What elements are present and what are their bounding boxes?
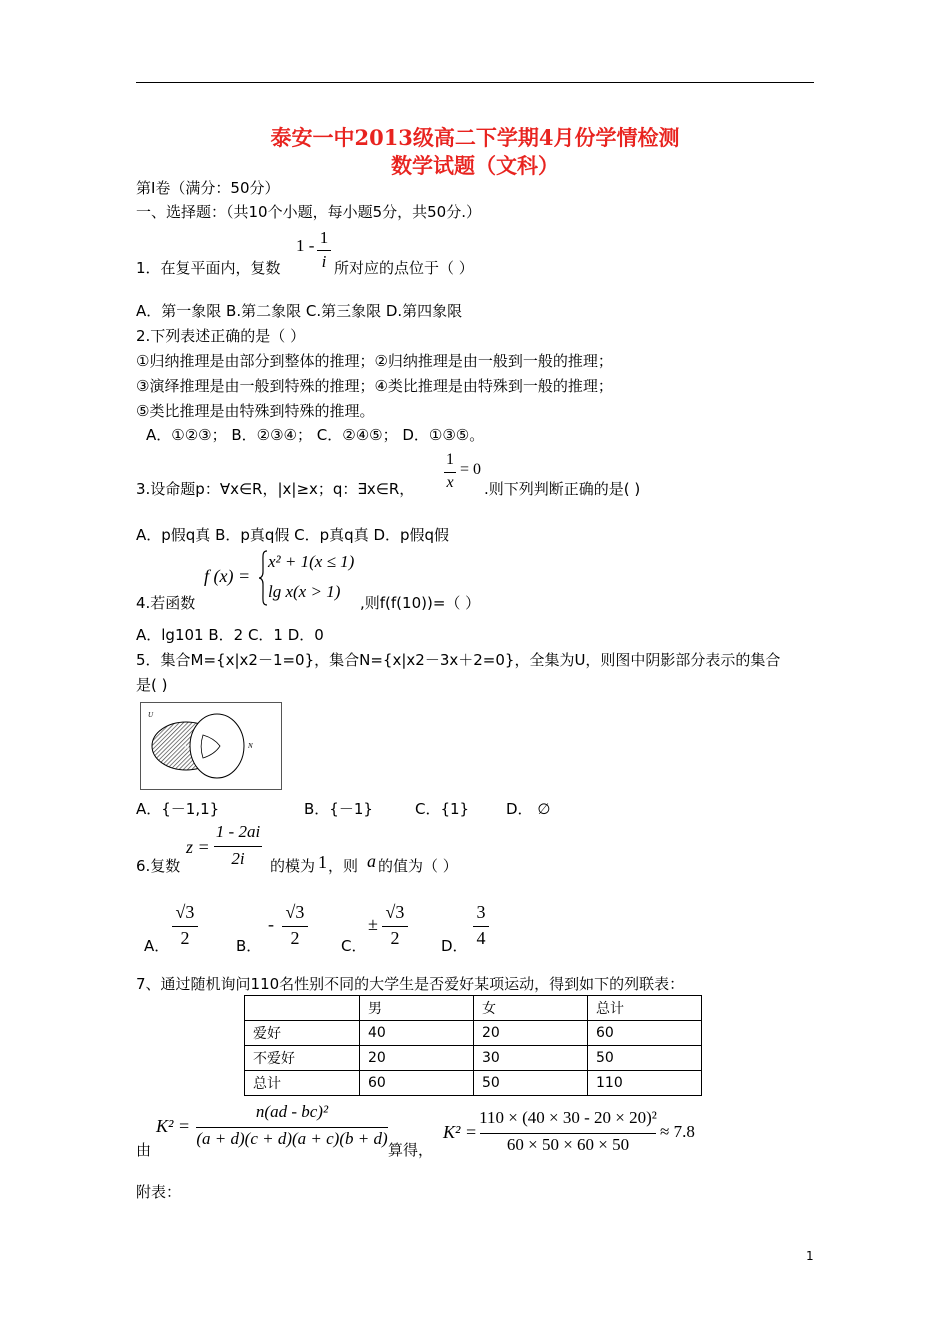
q7-formula-bar — [196, 1127, 388, 1128]
table-header-row — [245, 996, 702, 1021]
table-cell: 50 — [588, 1046, 702, 1071]
table-cell: 50 — [474, 1071, 588, 1096]
q4-options: A．lg101 B．2 C．1 D．0 — [136, 626, 324, 644]
q7-calc-numerator: 110 × (40 × 30 - 20 × 20)² — [479, 1108, 657, 1127]
contingency-table — [244, 995, 702, 1096]
q6-numerator: 1 - 2ai — [215, 822, 261, 841]
q7-k2-value-lhs: K² = — [443, 1122, 478, 1142]
q6-denominator: 2i — [231, 849, 245, 868]
q6-option-b-bar — [282, 926, 308, 927]
q7-stem: 7、通过随机询问110名性别不同的大学生是否爱好某项运动，得到如下的列联表： — [136, 975, 685, 993]
q1-suffix: 所对应的点位于（ ） — [334, 259, 474, 277]
q1-denominator: i — [321, 252, 327, 271]
q7-calc-bar — [480, 1133, 656, 1134]
volume-heading: 第Ⅰ卷（满分：50分） — [136, 179, 280, 197]
q3-numerator: 1 — [446, 451, 454, 468]
q5-option-d: D． ∅ — [506, 800, 551, 818]
part-heading: 一、选择题：（共10个小题，每小题5分，共50分.） — [136, 203, 481, 221]
exam-subtitle: 数学试题（文科） — [391, 153, 559, 178]
venn-set-n — [190, 714, 244, 778]
q6-option-a-den: 2 — [180, 928, 190, 948]
q3-fraction-bar — [444, 472, 456, 473]
q1-numerator: 1 — [319, 228, 329, 247]
exam-title: 泰安一中2013级高二下学期4月份学情检测 — [270, 125, 680, 150]
q2-options: A．①②③； B．②③④； C．②④⑤； D．①③⑤。 — [146, 426, 485, 444]
q2-stem: 2.下列表述正确的是（ ） — [136, 327, 306, 345]
q6-option-d-num: 3 — [476, 902, 486, 922]
q6-option-a-label: A． — [144, 937, 170, 955]
q6-option-d-bar — [473, 926, 489, 927]
table-cell: 爱好 — [245, 1021, 360, 1046]
q7-calc-denominator: 60 × 50 × 60 × 50 — [506, 1135, 630, 1154]
q5-option-b: B．{－1} — [304, 800, 373, 818]
q6-option-b-label: B． — [236, 937, 262, 955]
q6-option-b-den: 2 — [290, 928, 300, 948]
q6-one: 1 — [318, 852, 327, 872]
q4-suffix: ,则f(f(10))=（ ） — [360, 594, 481, 612]
q6-option-a-num: √3 — [175, 902, 195, 922]
q3-equals-zero: = 0 — [460, 461, 482, 478]
table-cell: 总计 — [245, 1071, 360, 1096]
q6-option-c-label: C． — [341, 937, 367, 955]
q6-option-c-den: 2 — [390, 928, 400, 948]
header-rule — [136, 82, 814, 83]
table-cell: 110 — [588, 1071, 702, 1096]
q2-line-3: ⑤类比推理是由特殊到特殊的推理。 — [136, 402, 375, 420]
q3-options: A．p假q真 B．p真q假 C．p真q真 D．p假q假 — [136, 526, 450, 544]
q6-prefix: 6.复数 — [136, 857, 181, 875]
q7-formula-numerator: n(ad - bc)² — [255, 1102, 329, 1121]
q6-option-c-num: √3 — [385, 902, 405, 922]
q3-denominator: x — [446, 474, 454, 491]
q4-case-2: lg x(x > 1) — [268, 582, 341, 601]
q6-mid: 的模为 — [270, 857, 316, 875]
q6-option-c-bar — [382, 926, 408, 927]
table-row — [245, 1046, 702, 1071]
q6-option-c-sign: ± — [368, 914, 378, 934]
q6-suffix: 的值为（ ） — [378, 857, 458, 875]
page-number: 1 — [806, 1249, 814, 1263]
q4-prefix: 4.若函数 — [136, 594, 196, 612]
q7-calc-text: 算得， — [388, 1141, 434, 1159]
q5-line-2: 是( ) — [136, 676, 168, 694]
q6-option-d-label: D． — [441, 937, 468, 955]
q4-lhs: f (x) = — [204, 566, 251, 586]
appendix-label: 附表： — [136, 1183, 182, 1201]
q3-suffix: .则下列判断正确的是( ) — [484, 480, 641, 498]
q4-brace-icon — [258, 550, 268, 606]
q1-options: A．第一象限 B.第二象限 C.第三象限 D.第四象限 — [136, 302, 463, 320]
q5-option-a: A．{－1,1} — [136, 800, 220, 818]
q4-case-1: x² + 1(x ≤ 1) — [268, 552, 355, 571]
q6-option-a-bar — [172, 926, 198, 927]
q5-line-1: 5．集合M={x|x2－1=0}，集合N={x|x2－3x＋2=0}，全集为U，则图中阴影部分表示的集合 — [136, 651, 781, 669]
q6-variable-a: a — [367, 851, 376, 871]
table-cell: 不爱好 — [245, 1046, 360, 1071]
q7-approx-value: ≈ 7.8 — [660, 1122, 695, 1141]
table-row — [245, 1071, 702, 1096]
q7-by: 由 — [136, 1141, 152, 1159]
table-cell: 30 — [474, 1046, 588, 1071]
table-cell: 女 — [474, 996, 588, 1021]
table-cell: 男 — [360, 996, 474, 1021]
q6-option-b-num: √3 — [285, 902, 305, 922]
q3-prefix: 3.设命题p：∀x∈R，|x|≥x；q：∃x∈R， — [136, 480, 415, 498]
q6-mid-2: ，则 — [328, 857, 359, 875]
venn-label-u: U — [148, 711, 154, 719]
table-cell: 20 — [474, 1021, 588, 1046]
q6-fraction-bar — [214, 846, 262, 847]
q7-k2-lhs: K² = — [156, 1116, 191, 1136]
table-cell: 60 — [588, 1021, 702, 1046]
venn-label-m: M — [184, 745, 189, 751]
venn-label-n: N — [248, 742, 253, 750]
table-cell: 20 — [360, 1046, 474, 1071]
q6-lhs: z = — [186, 837, 210, 857]
q6-option-b-sign: - — [268, 914, 274, 934]
q1-fraction-bar — [317, 250, 331, 251]
q6-option-d-den: 4 — [476, 928, 486, 948]
q2-line-1: ①归纳推理是由部分到整体的推理；②归纳推理是由一般到一般的推理； — [136, 352, 613, 370]
q5-option-c: C．{1} — [415, 800, 470, 818]
venn-diagram — [140, 702, 282, 790]
table-cell — [245, 996, 360, 1021]
q7-formula-denominator: (a + d)(c + d)(a + c)(b + d) — [196, 1129, 388, 1148]
q1-prefix: 1．在复平面内，复数 — [136, 259, 281, 277]
table-cell: 总计 — [588, 996, 702, 1021]
table-cell: 60 — [360, 1071, 474, 1096]
q2-line-2: ③演绎推理是由一般到特殊的推理；④类比推理是由特殊到一般的推理； — [136, 377, 613, 395]
table-row — [245, 1021, 702, 1046]
q1-expr-lead: 1 - — [296, 236, 315, 255]
table-cell: 40 — [360, 1021, 474, 1046]
